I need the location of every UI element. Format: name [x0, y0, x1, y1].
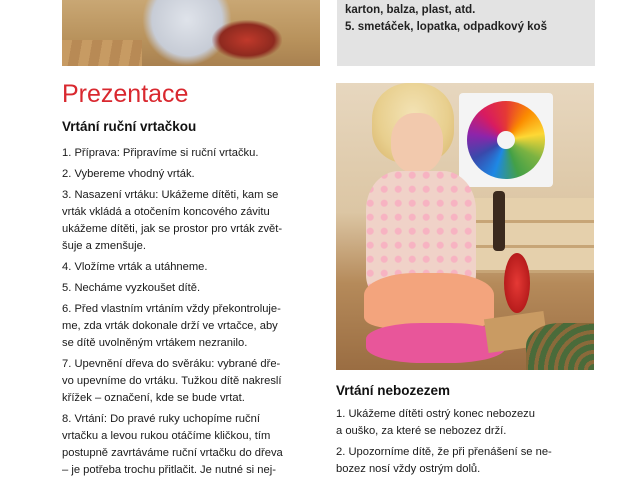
photo-red-drill: [212, 20, 282, 60]
color-wheel-frame: [459, 93, 553, 187]
materials-line: karton, balza, plast, atd.: [345, 4, 476, 16]
step-item: [62, 411, 324, 479]
materials-box: [337, 0, 595, 66]
step-line: 4. Vložíme vrták a utáhneme.: [62, 261, 208, 273]
step-line: bozez nosí vždy ostrým dolů.: [336, 463, 481, 475]
step-line: postupně zavrtáváme ruční vrtačku do dřeva: [62, 447, 283, 459]
gimlet-steps-list: [336, 406, 598, 482]
step-line: 7. Upevnění dřeva do svěráku: vybrané dře-: [62, 358, 281, 370]
step-item: [62, 259, 324, 276]
drilling-heading: Vrtání ruční vrtačkou: [62, 119, 197, 134]
photo-rug: [526, 323, 594, 370]
step-item: [62, 145, 324, 162]
step-line: šuje a zmenšuje.: [62, 240, 146, 252]
step-line: ukážeme dítěti, jak se prostor pro vrták zvět-: [62, 223, 283, 235]
materials-line: 5. smetáček, lopatka, odpadkový koš: [345, 21, 547, 33]
photo-girl-skirt: [364, 273, 494, 328]
step-line: 8. Vrtání: Do pravé ruky uchopíme ruční: [62, 413, 260, 425]
step-line: a ouško, za které se nebozez drží.: [336, 425, 507, 437]
step-item: [62, 280, 324, 297]
step-item: [62, 356, 324, 407]
photo-drill-handle: [493, 191, 505, 251]
step-line: – je potřeba trochu přitlačit. Je nutné si nej-: [62, 464, 276, 476]
photo-floor: [62, 40, 142, 66]
step-line: vrtačku a levou rukou otáčíme kličkou, tím: [62, 430, 271, 442]
step-item: [62, 301, 324, 352]
step-line: me, zda vrták dokonale drží ve vrtačce, aby: [62, 320, 278, 332]
step-line: 6. Před vlastním vrtáním vždy překontroluje-: [62, 303, 281, 315]
photo-child-drilling-top: [62, 0, 320, 66]
step-item: [62, 166, 324, 183]
step-line: 1. Ukážeme dítěti ostrý konec nebozezu: [336, 408, 535, 420]
step-line: vrták vkládá a otočením koncového závitu: [62, 206, 270, 218]
step-line: 5. Necháme vyzkoušet dítě.: [62, 282, 201, 294]
step-line: 3. Nasazení vrtáku: Ukážeme dítěti, kam se: [62, 189, 279, 201]
step-line: vo upevníme do vrtáku. Tužkou dítě nakreslí: [62, 375, 282, 387]
step-item: [336, 406, 598, 440]
step-line: 2. Upozorníme dítě, že při přenášení se ne-: [336, 446, 552, 458]
photo-drill-crank-wheel: [504, 253, 530, 313]
photo-girl-face: [391, 113, 443, 173]
step-line: 2. Vybereme vhodný vrták.: [62, 168, 195, 180]
gimlet-heading: Vrtání nebozezem: [336, 383, 451, 398]
color-wheel: [467, 101, 545, 179]
step-item: [336, 444, 598, 478]
step-line: se dítě uvolněným vrtákem nezranilo.: [62, 337, 248, 349]
section-title: Prezentace: [62, 80, 189, 108]
step-item: [62, 187, 324, 255]
step-line: křížek – označení, kde se bude vrtat.: [62, 392, 245, 404]
step-line: 1. Příprava: Připravíme si ruční vrtačku.: [62, 147, 259, 159]
photo-girl-hand-drill: [336, 83, 594, 370]
drilling-steps-list: [62, 145, 324, 483]
